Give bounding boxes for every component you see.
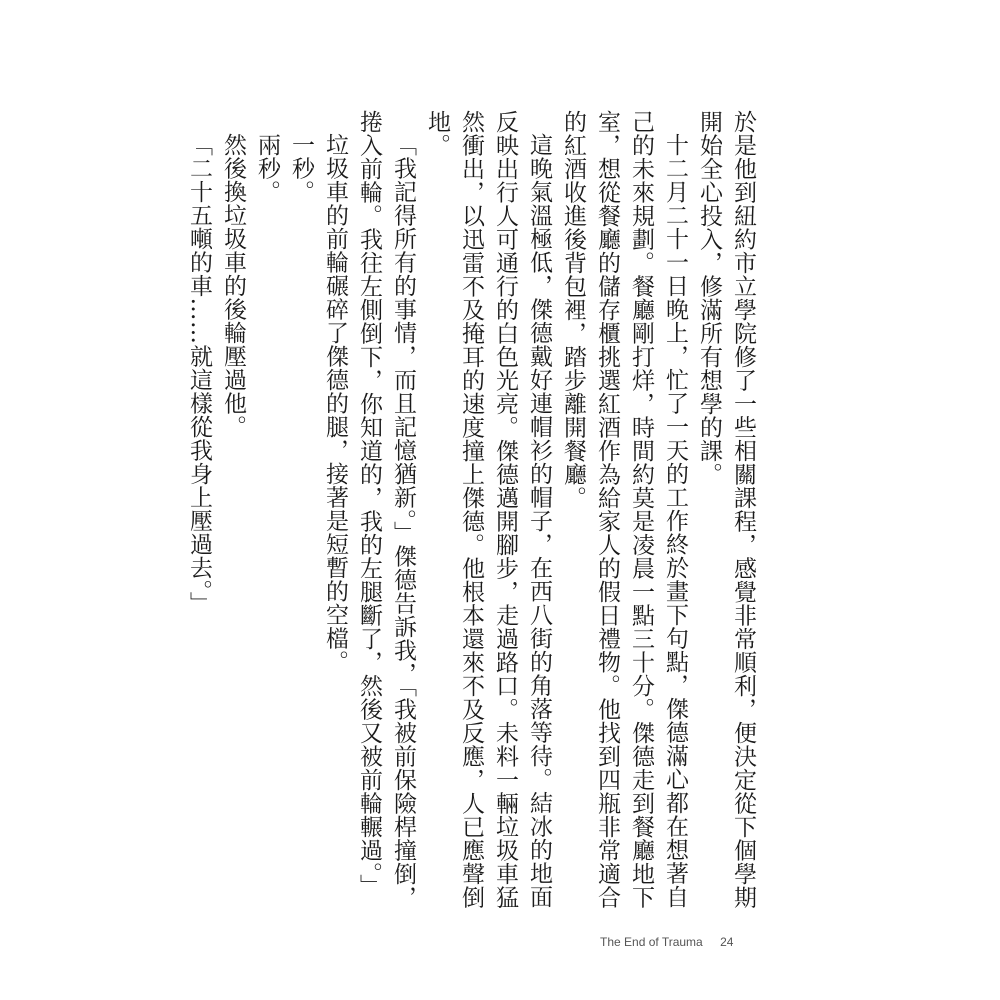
paragraph: 十二月二十一日晚上，忙了一天的工作終於畫下句點，傑德滿心都在想著自己的未來規劃。餐廳剛打烊，時間約莫是凌晨一點三十分。傑德走到餐廳地下室，想從餐廳的儲存櫃挑選紅酒作為給家人的假日禮物。他找到四瓶非常適合的紅酒收進後背包裡，踏步離開餐廳。: [560, 110, 688, 909]
paragraph: 「我記得所有的事情，而且記憶猶新。」傑德告訴我，「我被前保險桿撞倒，捲入前輪。我往左側倒下，你知道的，我的左腿斷了，然後又被前輪輾過。」: [356, 110, 416, 909]
running-title: The End of Trauma: [600, 935, 703, 949]
paragraph: 然後換垃圾車的後輪壓過他。: [220, 133, 246, 439]
paragraph: 這晚氣溫極低，傑德戴好連帽衫的帽子，在西八街的角落等待。結冰的地面反映出行人可通行的白色光亮。傑德邁開腳步，走過路口。未料一輛垃圾車猛然衝出，以迅雷不及掩耳的速度撞上傑德。他根本還來不及反應，人已應聲倒地。: [424, 110, 552, 909]
paragraph: 一秒。: [288, 133, 314, 204]
page-footer: [600, 935, 760, 949]
paragraph: 垃圾車的前輪碾碎了傑德的腿，接著是短暫的空檔。: [322, 133, 348, 674]
paragraph: 「二十五噸的車……就這樣從我身上壓過去。」: [186, 133, 212, 615]
paragraph: 兩秒。: [254, 133, 280, 204]
paragraph: 於是他到紐約市立學院修了一些相關課程，感覺非常順利，便決定從下個學期開始全心投入，修滿所有想學的課。: [696, 110, 756, 909]
vertical-text-body: [182, 110, 760, 920]
page-number: 24: [720, 935, 734, 949]
